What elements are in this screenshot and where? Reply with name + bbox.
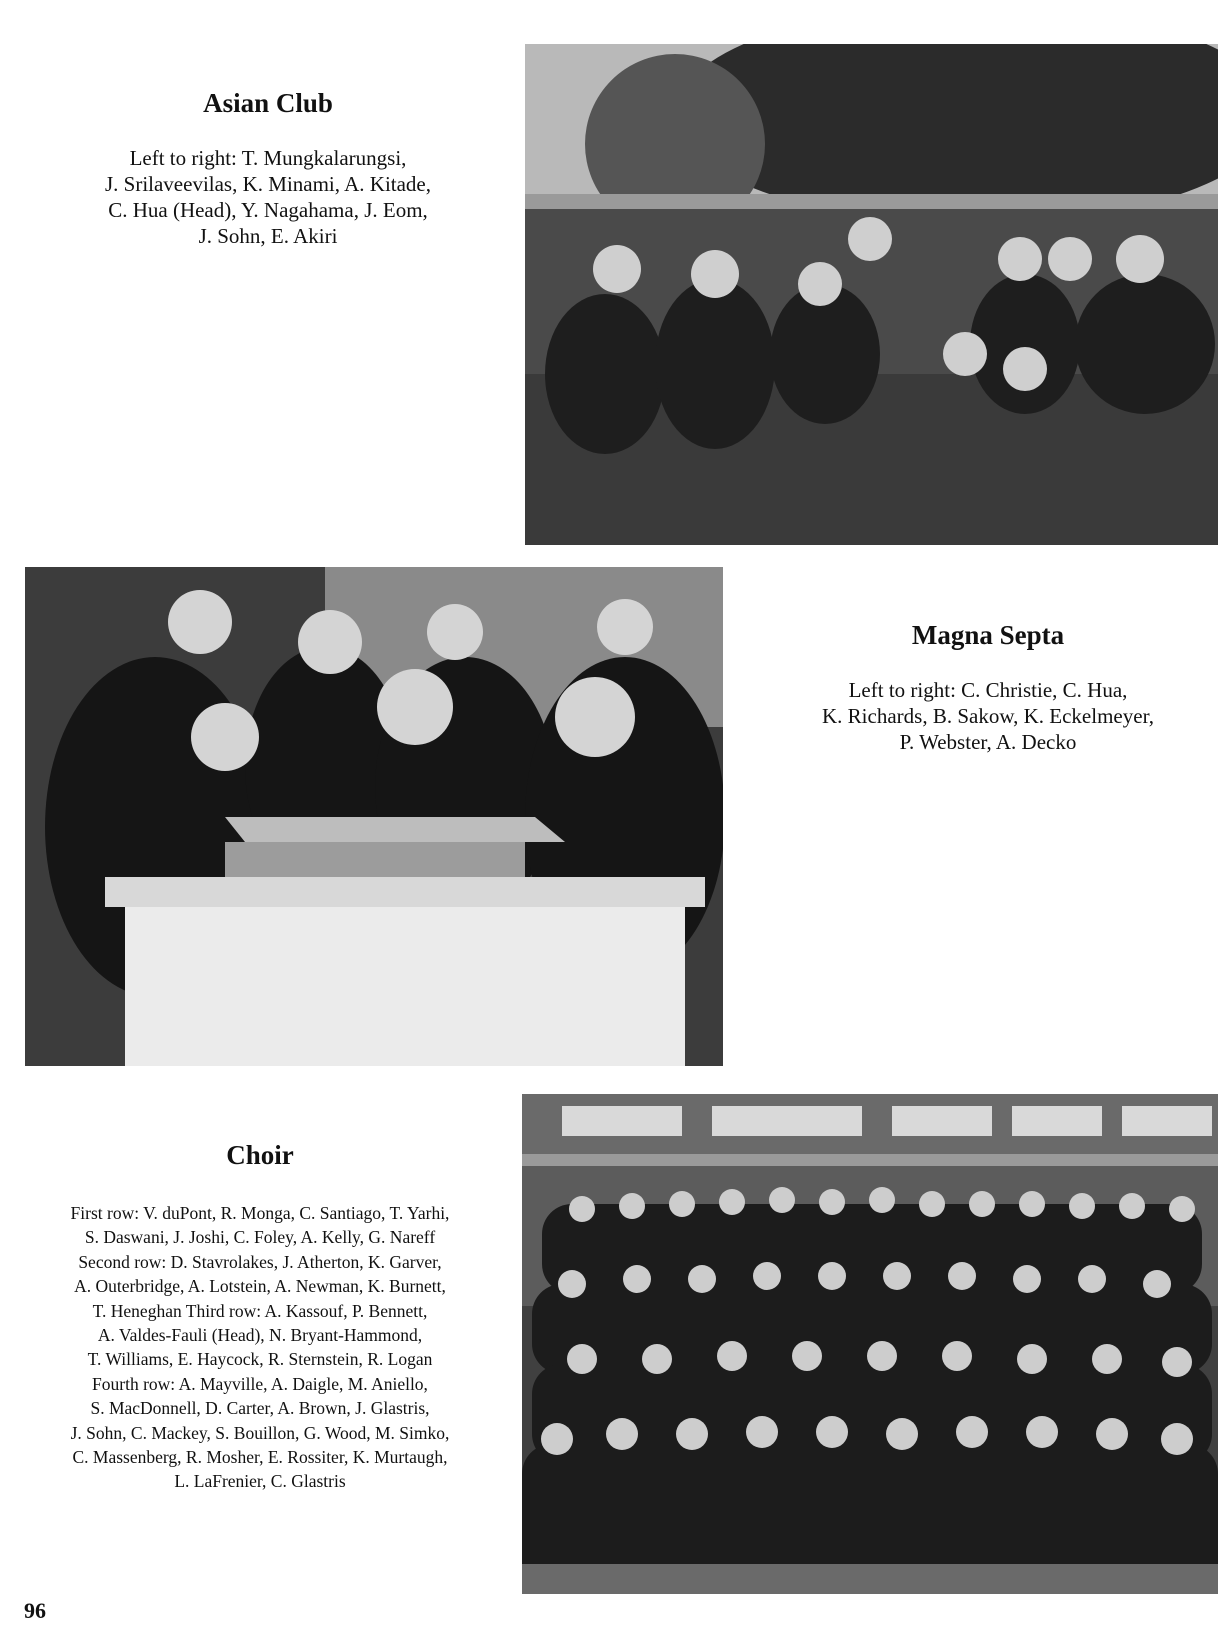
- caption-line: J. Sohn, E. Akiri: [198, 224, 338, 248]
- asian-club-names: [40, 145, 496, 249]
- caption-line: K. Richards, B. Sakow, K. Eckelmeyer,: [822, 704, 1154, 728]
- caption-line: C. Massenberg, R. Mosher, E. Rossiter, K. Murtaugh,: [72, 1447, 448, 1468]
- magna-septa-title: Magna Septa: [911, 620, 1065, 650]
- asian-club-photo: [525, 44, 1218, 545]
- caption-line: C. Hua (Head), Y. Nagahama, J. Eom,: [108, 198, 428, 222]
- asian-club-title: Asian Club: [203, 88, 333, 118]
- caption-line: T. Williams, E. Haycock, R. Sternstein, R. Logan: [87, 1349, 433, 1370]
- page-number: 96: [24, 1598, 46, 1623]
- caption-line: A. Outerbridge, A. Lotstein, A. Newman, K. Burnett,: [74, 1276, 446, 1297]
- magna-septa-photo: [25, 567, 723, 1066]
- caption-line: J. Srilaveevilas, K. Minami, A. Kitade,: [104, 172, 432, 196]
- group-indoor-photo-illustration: [25, 567, 723, 1066]
- caption-line: J. Sohn, C. Mackey, S. Bouillon, G. Wood, M. Simko,: [70, 1422, 450, 1443]
- caption-line: Left to right: C. Christie, C. Hua,: [848, 678, 1128, 702]
- caption-line: Left to right: T. Mungkalarungsi,: [129, 146, 407, 170]
- caption-line: S. Daswani, J. Joshi, C. Foley, A. Kelly, G. Nareff: [84, 1227, 436, 1248]
- caption-line: Fourth row: A. Mayville, A. Daigle, M. Aniello,: [92, 1373, 428, 1394]
- caption-line: P. Webster, A. Decko: [899, 730, 1077, 754]
- choir-photo: [522, 1094, 1218, 1594]
- caption-line: T. Heneghan Third row: A. Kassouf, P. Bennett,: [92, 1300, 428, 1321]
- caption-line: Second row: D. Stavrolakes, J. Atherton, K. Garver,: [78, 1251, 442, 1272]
- choir-caption: [20, 1140, 500, 1494]
- choir-group-photo-illustration: [522, 1094, 1218, 1594]
- caption-line: A. Valdes-Fauli (Head), N. Bryant-Hammond,: [97, 1325, 423, 1346]
- choir-title: Choir: [226, 1140, 294, 1170]
- choir-names: [20, 1201, 500, 1494]
- caption-line: S. MacDonnell, D. Carter, A. Brown, J. Glastris,: [90, 1398, 430, 1419]
- group-outdoor-photo-illustration: [525, 44, 1218, 545]
- magna-septa-names: [740, 677, 1218, 755]
- asian-club-caption: [40, 88, 496, 249]
- caption-line: L. LaFrenier, C. Glastris: [174, 1471, 346, 1492]
- caption-line: First row: V. duPont, R. Monga, C. Santiago, T. Yarhi,: [70, 1203, 450, 1223]
- magna-septa-caption: [740, 620, 1218, 755]
